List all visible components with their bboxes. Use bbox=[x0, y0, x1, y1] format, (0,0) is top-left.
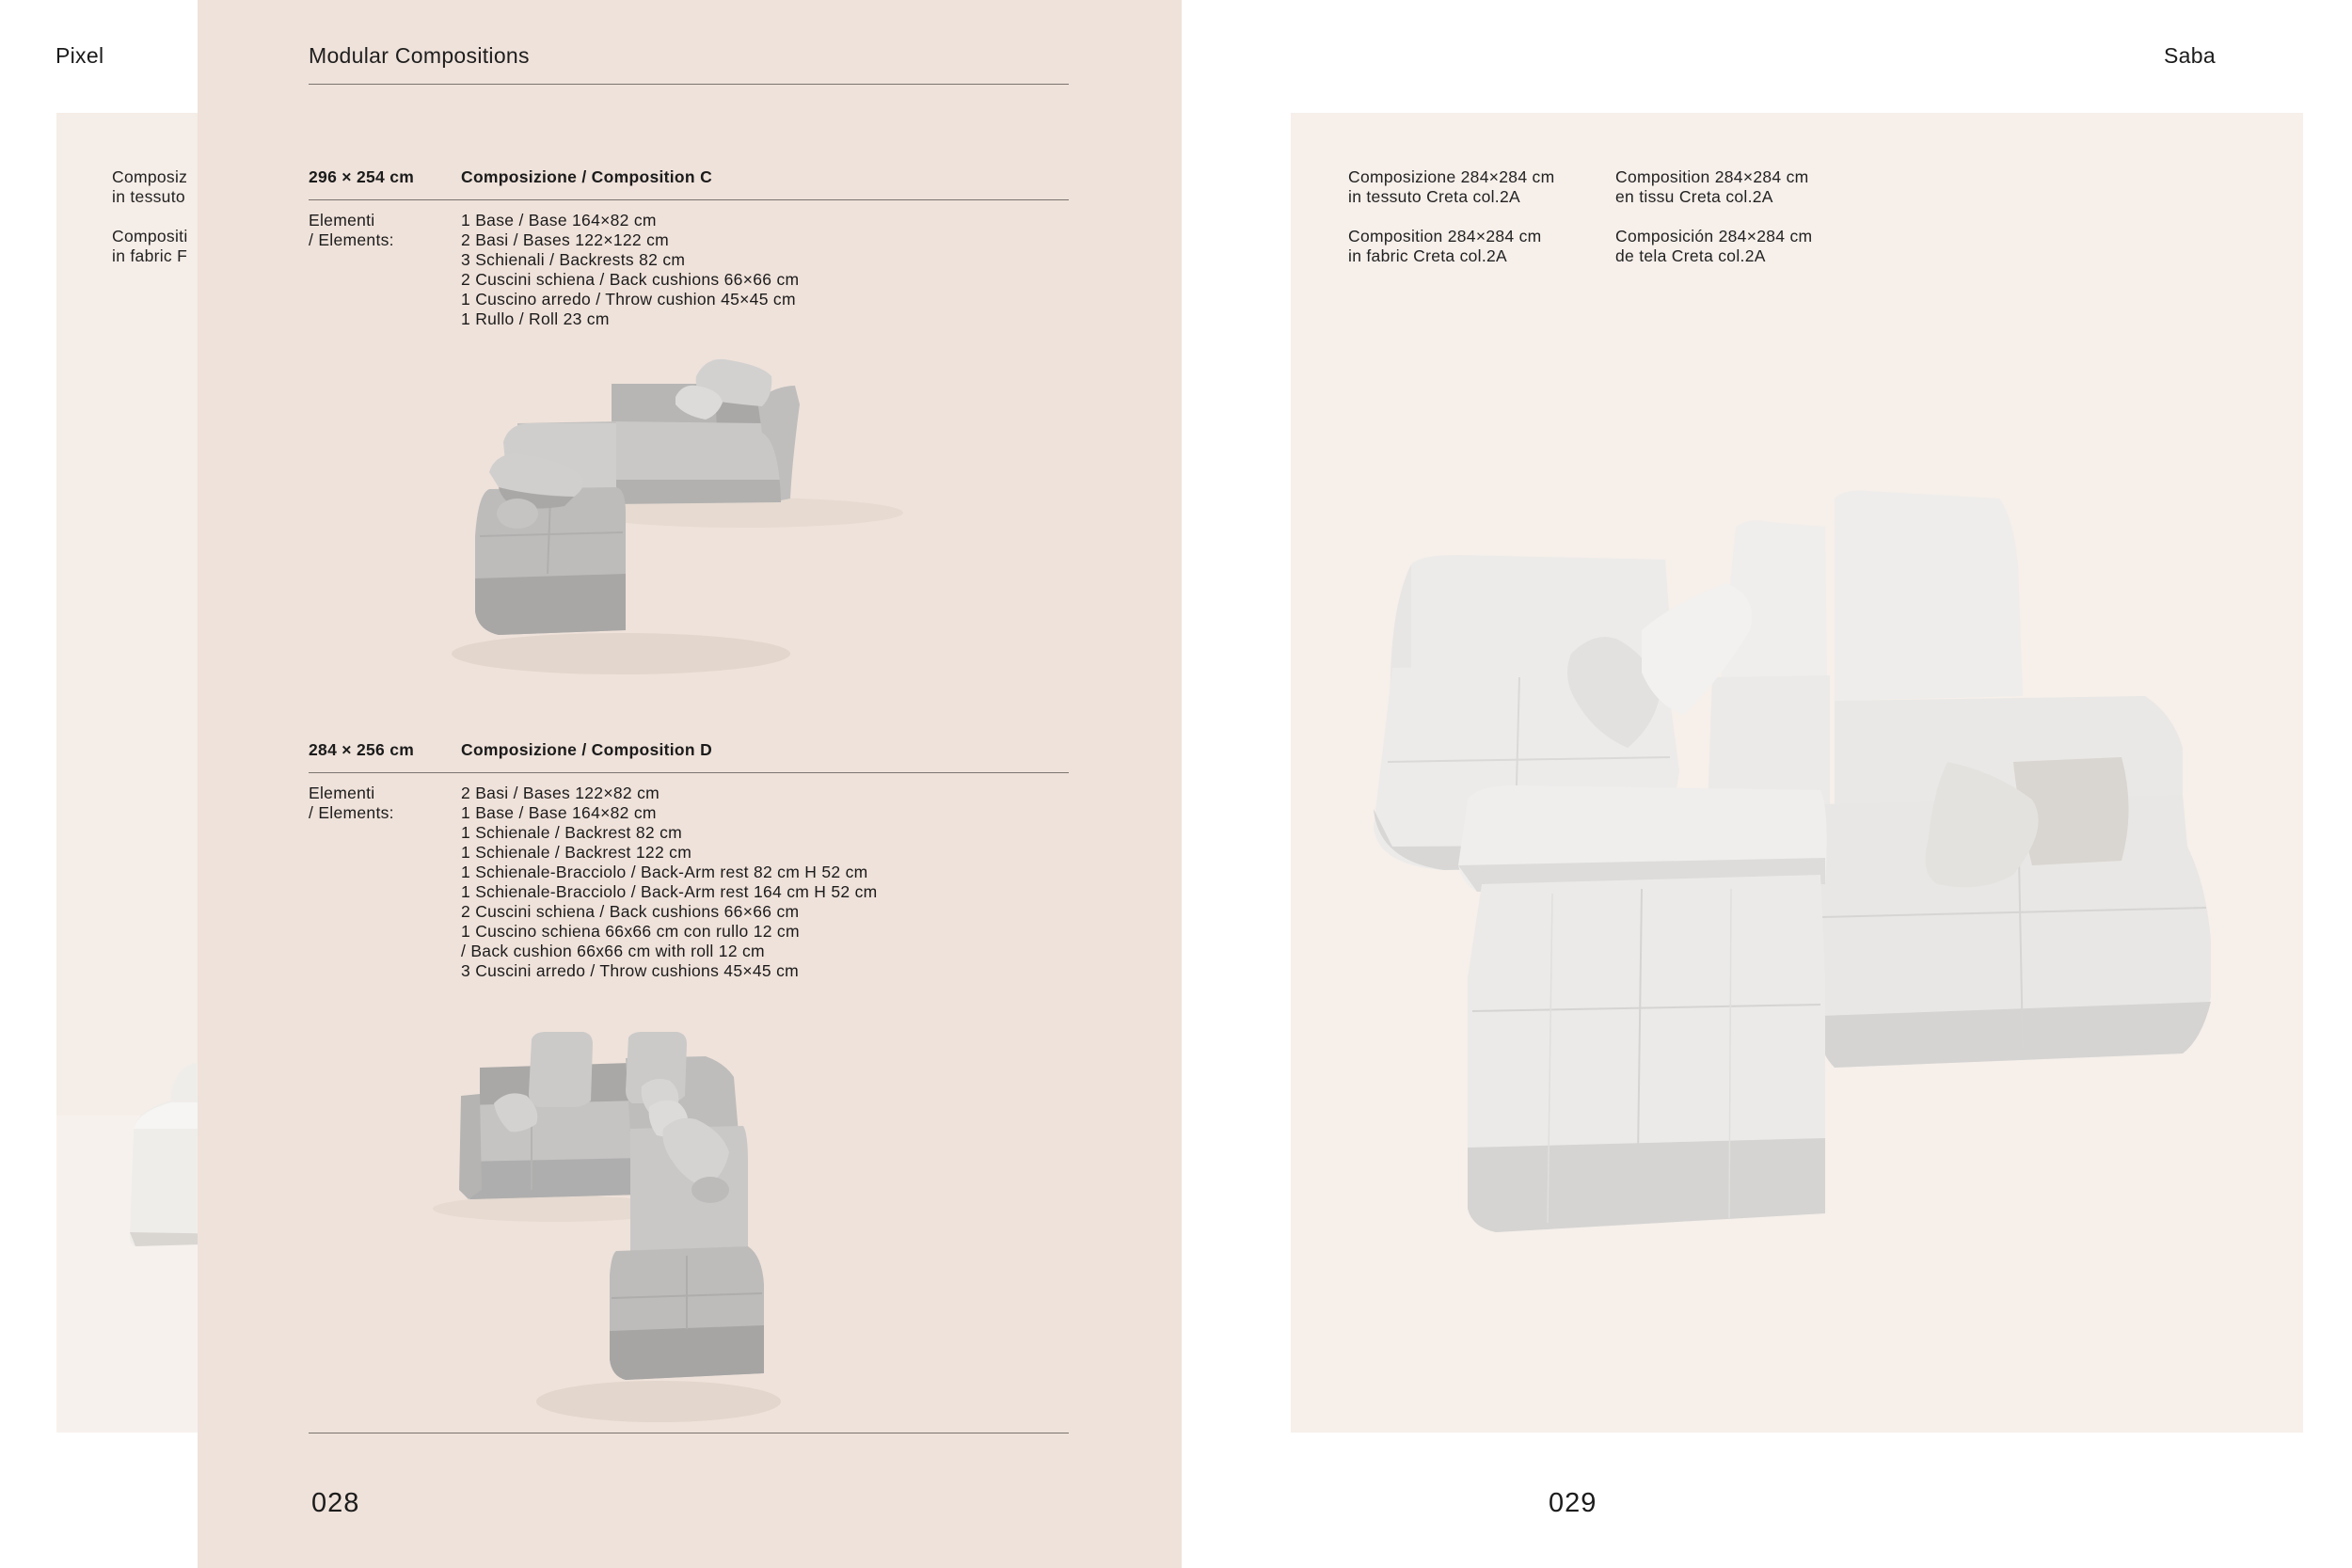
element-item: 1 Base / Base 164×82 cm bbox=[461, 211, 657, 230]
element-item: 1 Schienale-Bracciolo / Back-Arm rest 82 cm H 52 cm bbox=[461, 863, 868, 881]
element-item: 1 Rullo / Roll 23 cm bbox=[461, 309, 610, 328]
page-number-left: 028 bbox=[311, 1488, 360, 1518]
brand-left: Pixel bbox=[56, 43, 104, 68]
element-item: 1 Schienale / Backrest 122 cm bbox=[461, 843, 692, 862]
composition-c-rule bbox=[309, 199, 1069, 200]
element-item: 3 Schienali / Backrests 82 cm bbox=[461, 250, 686, 269]
insert-title: Modular Compositions bbox=[309, 43, 530, 68]
caption-english: Composition 284×284 cm in fabric Creta col.2A bbox=[1348, 227, 1542, 265]
element-item: / Back cushion 66x66 cm with roll 12 cm bbox=[461, 942, 765, 960]
composition-d-rule bbox=[309, 772, 1069, 773]
composition-d-sofa-image bbox=[423, 1021, 913, 1434]
composition-c-elements-label: Elementi / Elements: bbox=[309, 211, 394, 249]
main-sofa-image bbox=[1355, 489, 2249, 1242]
header-rule bbox=[309, 84, 1069, 85]
element-item: 2 Basi / Bases 122×82 cm bbox=[461, 784, 660, 802]
element-item: 1 Base / Base 164×82 cm bbox=[461, 803, 657, 822]
element-item: 2 Cuscini schiena / Back cushions 66×66 cm bbox=[461, 902, 800, 921]
page-number-right: 029 bbox=[1549, 1488, 1597, 1518]
element-item: 1 Schienale-Bracciolo / Back-Arm rest 164 cm H 52 cm bbox=[461, 882, 878, 901]
composition-d-dimensions: 284 × 256 cm bbox=[309, 740, 415, 759]
insert-card bbox=[198, 0, 1182, 1568]
caption-italian: Composizione 284×284 cm in tessuto Creta col.2A bbox=[1348, 167, 1555, 206]
composition-c-title: Composizione / Composition C bbox=[461, 167, 713, 186]
brand-right: Saba bbox=[2164, 43, 2216, 68]
composition-d-elements-label: Elementi / Elements: bbox=[309, 784, 394, 822]
composition-d-elements-list bbox=[461, 784, 878, 981]
element-item: 1 Schienale / Backrest 82 cm bbox=[461, 823, 683, 842]
element-item: 2 Basi / Bases 122×122 cm bbox=[461, 230, 670, 249]
composition-c-dimensions: 296 × 254 cm bbox=[309, 167, 415, 186]
element-item: 3 Cuscini arredo / Throw cushions 45×45 cm bbox=[461, 961, 800, 980]
composition-d-title: Composizione / Composition D bbox=[461, 740, 713, 759]
composition-c-sofa-image bbox=[423, 348, 913, 715]
caption-spanish: Composición 284×284 cm de tela Creta col.2A bbox=[1615, 227, 1813, 265]
left-caption-1: Composiz in tessuto bbox=[112, 167, 188, 206]
composition-c-elements-list bbox=[461, 211, 799, 329]
element-item: 1 Cuscino schiena 66x66 cm con rullo 12 cm bbox=[461, 922, 800, 941]
element-item: 2 Cuscini schiena / Back cushions 66×66 cm bbox=[461, 270, 800, 289]
caption-french: Composition 284×284 cm en tissu Creta col.2A bbox=[1615, 167, 1809, 206]
left-caption-2: Compositi in fabric F bbox=[112, 227, 188, 265]
element-item: 1 Cuscino arredo / Throw cushion 45×45 cm bbox=[461, 290, 796, 309]
